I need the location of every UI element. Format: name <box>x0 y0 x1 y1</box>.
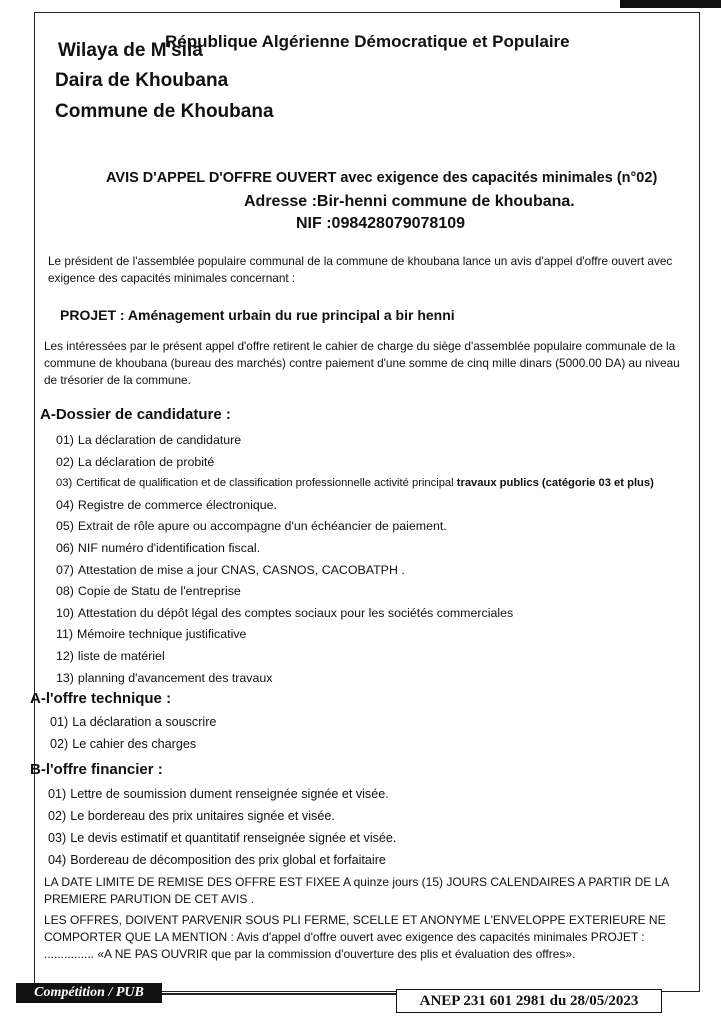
item-text: Certificat de qualification et de classification professionnelle activité principal <box>76 477 457 490</box>
wilaya-heading: Wilaya de M'sila <box>58 40 203 61</box>
item-number: 02) <box>50 737 69 751</box>
footer-divider <box>162 993 396 995</box>
item-number: 12) <box>56 648 74 663</box>
item-number: 04) <box>56 497 74 512</box>
project-line: PROJET : Aménagement urbain du rue principal a bir henni <box>60 307 455 323</box>
list-item <box>48 827 396 849</box>
list-item <box>56 646 654 668</box>
anep-reference: ANEP 231 601 2981 du 28/05/2023 <box>396 989 662 1013</box>
financial-offer-heading: B-l'offre financier : <box>30 761 163 778</box>
commune-heading: Commune de Khoubana <box>55 101 274 122</box>
list-item <box>56 452 654 474</box>
item-text: Attestation de mise a jour CNAS, CASNOS, CACOBATPH . <box>77 562 405 577</box>
dossier-list <box>56 430 654 689</box>
list-item <box>50 711 216 733</box>
list-item <box>56 668 654 690</box>
category-tag: Compétition / PUB <box>16 983 162 1003</box>
financial-offer-list <box>48 783 396 871</box>
item-number: 02) <box>56 454 74 469</box>
withdrawal-paragraph: Les intéressées par le présent appel d'offre retirent le cahier de charge du siège d'assemblée populaire communale de la commune de khoubana (bureau des marchés) contre paiement d'une somme de cinq mille dinars (5000.00 DA) au niveau de trésorier de la commune. <box>44 339 680 387</box>
technical-offer-heading: A-l'offre technique : <box>30 690 172 707</box>
notice-address: Adresse :Bir-henni commune de khoubana. <box>244 193 575 210</box>
item-text: Le bordereau des prix unitaires signée et visée. <box>70 809 335 823</box>
item-number: 03) <box>56 477 73 490</box>
deadline-paragraph: LA DATE LIMITE DE REMISE DES OFFRE EST FIXEE A quinze jours (15) JOURS CALENDAIRES A PARTIR DE LA PREMIERE PARUTION DE CET AVIS . <box>44 875 669 906</box>
item-number: 10) <box>56 605 74 620</box>
item-text: Lettre de soumission dument renseignée signée et visée. <box>70 787 389 801</box>
notice-nif: NIF :098428079078109 <box>296 215 466 232</box>
intro-paragraph: Le président de l'assemblée populaire communal de la commune de khoubana lance un avis d'appel d'offre ouvert avec exigence des capacités minimales concernant : <box>48 254 673 285</box>
item-number: 01) <box>50 715 69 729</box>
list-item <box>56 430 654 452</box>
item-text: liste de matériel <box>77 648 165 663</box>
notice-title: AVIS D'APPEL D'OFFRE OUVERT avec exigence des capacités minimales (n°02) <box>106 170 658 186</box>
item-text: Registre de commerce électronique. <box>77 497 277 512</box>
list-item <box>48 849 396 871</box>
item-number: 06) <box>56 540 74 555</box>
item-text: Copie de Statu de l'entreprise <box>77 584 241 599</box>
list-item <box>56 538 654 560</box>
list-item <box>56 516 654 538</box>
list-item <box>50 733 216 755</box>
dossier-heading: A-Dossier de candidature : <box>40 406 231 423</box>
item-number: 03) <box>48 831 67 845</box>
item-text: planning d'avancement des travaux <box>77 670 273 685</box>
list-item <box>48 805 396 827</box>
item-number: 11) <box>56 627 73 642</box>
item-text: Attestation du dépôt légal des comptes sociaux pour les sociétés commerciales <box>77 605 514 620</box>
item-number: 04) <box>48 853 67 867</box>
list-item <box>56 624 654 646</box>
item-number: 13) <box>56 670 74 685</box>
list-item <box>56 495 654 517</box>
item-number: 05) <box>56 519 74 534</box>
submission-paragraph: LES OFFRES, DOIVENT PARVENIR SOUS PLI FERME, SCELLE ET ANONYME L'ENVELOPPE EXTERIEURE NE COMPORTER QUE LA MENTION : Avis d'appel d'offre ouvert avec exigence des capacités minimales PROJET : ............... «A NE PAS OUVRIR que par la commission d'ouverture des plis et évaluation des offres». <box>44 913 666 961</box>
list-item <box>56 603 654 625</box>
daira-heading: Daira de Khoubana <box>55 70 229 91</box>
technical-offer-list <box>50 711 216 755</box>
item-text-bold: travaux publics (catégorie 03 et plus) <box>456 477 654 490</box>
republic-heading: République Algérienne Démocratique et Populaire <box>165 32 570 51</box>
list-item <box>48 783 396 805</box>
list-item <box>56 581 654 603</box>
item-number: 01) <box>56 433 74 447</box>
item-number: 02) <box>48 809 67 823</box>
item-text: NIF numéro d'identification fiscal. <box>77 540 261 555</box>
corner-scan-mark <box>620 0 721 8</box>
item-text: La déclaration de candidature <box>77 433 242 447</box>
item-text: Le devis estimatif et quantitatif renseignée signée et visée. <box>70 831 397 845</box>
item-number: 07) <box>56 562 74 577</box>
list-item <box>56 473 654 495</box>
item-text: Le cahier des charges <box>72 737 197 751</box>
item-number: 08) <box>56 584 74 599</box>
list-item <box>56 560 654 582</box>
item-text: La déclaration de probité <box>77 454 215 469</box>
item-text: Mémoire technique justificative <box>77 627 247 642</box>
item-number: 01) <box>48 787 67 801</box>
item-text: Extrait de rôle apure ou accompagne d'un échéancier de paiement. <box>77 519 447 534</box>
item-text: La déclaration a souscrire <box>72 715 217 729</box>
item-text: Bordereau de décomposition des prix global et forfaitaire <box>70 853 386 867</box>
